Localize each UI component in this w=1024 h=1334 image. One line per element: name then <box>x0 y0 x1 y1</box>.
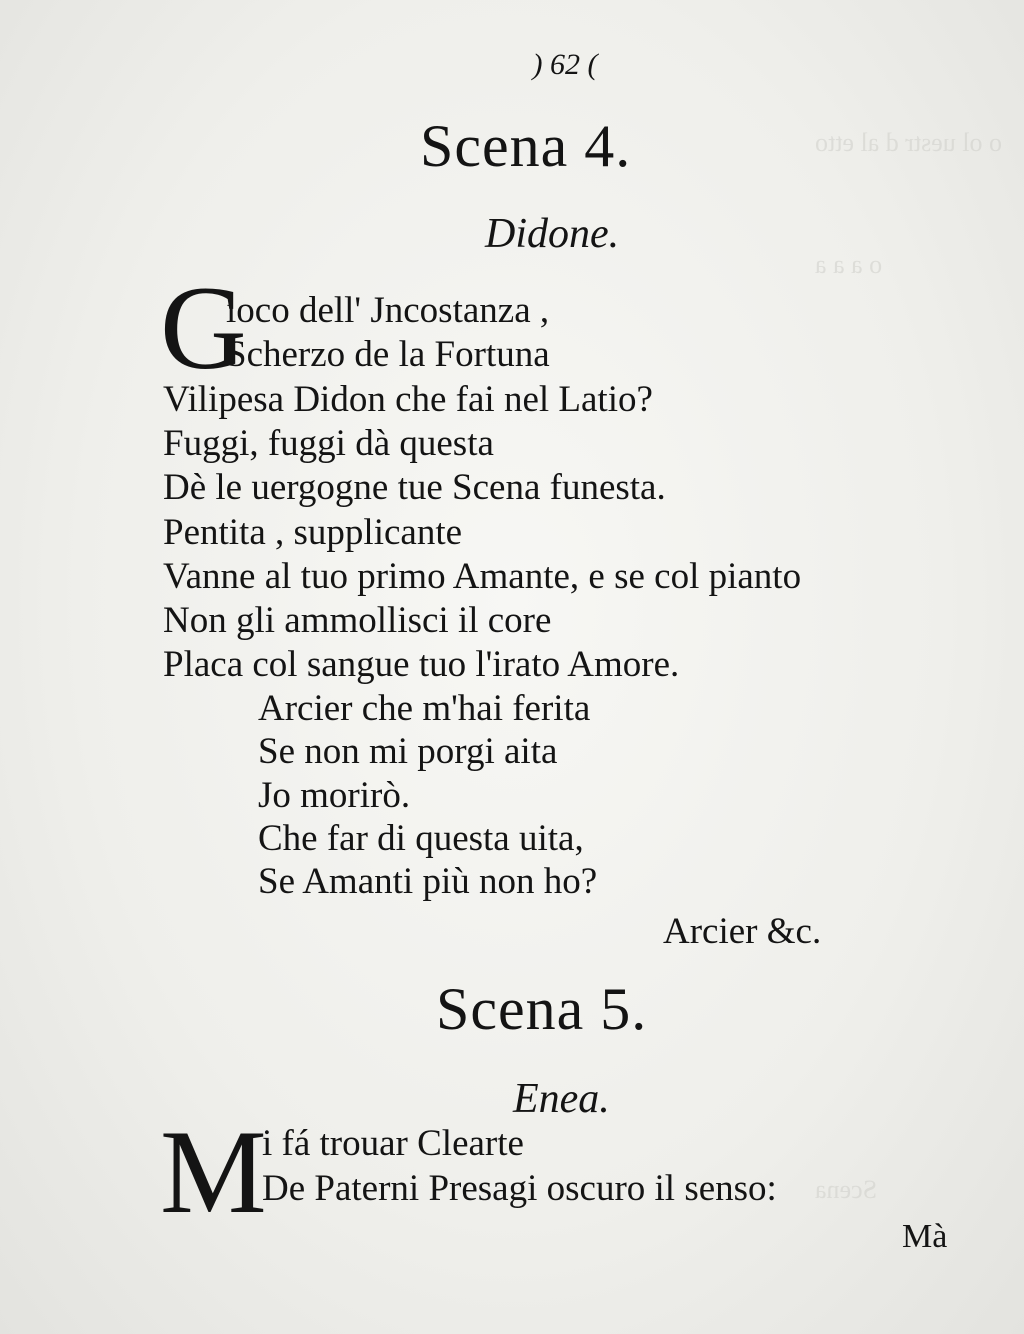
verse-line: Arcier che m'hai ferita <box>258 688 591 729</box>
verse-line: Scherzo de la Fortuna <box>226 334 550 375</box>
scene-5-title: Scena 5. <box>436 976 648 1042</box>
scene-4-drop-cap: G <box>160 261 247 394</box>
verse-line: Se non mi porgi aita <box>258 731 558 772</box>
verse-line: i fá trouar Clearte <box>262 1123 524 1164</box>
show-through-text: o ol uestr d al etto <box>815 128 1003 157</box>
verse-line: Fuggi, fuggi dà questa <box>163 423 494 464</box>
verse-line: Jo morirò. <box>258 775 411 816</box>
scene-4-title: Scena 4. <box>420 113 632 179</box>
verse-line: Dè le uergogne tue Scena funesta. <box>163 467 666 508</box>
verse-line: Se Amanti più non ho? <box>258 861 598 902</box>
verse-line: Che far di questa uita, <box>258 818 584 859</box>
verse-line: ioco dell' Jncostanza , <box>226 290 550 331</box>
verse-line: Non gli ammollisci il core <box>163 600 552 641</box>
refrain-line: Arcier &c. <box>663 911 822 952</box>
scene-5-speaker: Enea. <box>513 1076 610 1122</box>
verse-line: De Paterni Presagi oscuro il senso: <box>262 1168 777 1209</box>
show-through-text: o a a a <box>815 250 883 279</box>
catchword: Mà <box>902 1218 948 1255</box>
verse-line: Placa col sangue tuo l'irato Amore. <box>163 644 680 685</box>
page-number: ) 62 ( <box>532 48 598 81</box>
scene-5-drop-cap: M <box>160 1105 267 1238</box>
scene-4-speaker: Didone. <box>485 211 620 257</box>
verse-line: Vanne al tuo primo Amante, e se col pianto <box>163 556 802 597</box>
verse-line: Vilipesa Didon che fai nel Latio? <box>163 379 653 420</box>
show-through-text: Scena <box>815 1175 878 1204</box>
verse-line: Pentita , supplicante <box>163 512 463 553</box>
